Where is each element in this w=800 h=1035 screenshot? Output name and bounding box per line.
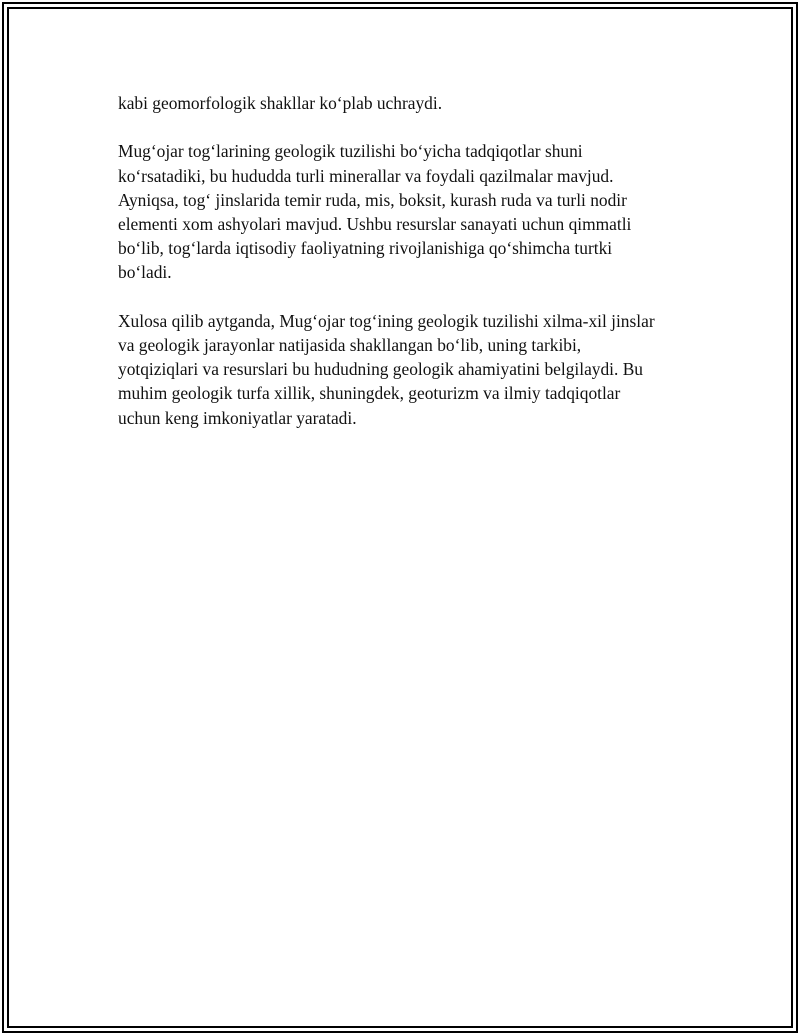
- text-line: va geologik jarayonlar natijasida shakllangan bo‘lib, uning tarkibi,: [118, 335, 582, 355]
- paragraph-2: [118, 139, 698, 284]
- text-line: ko‘rsatadiki, bu hududda turli minerallar va foydali qazilmalar mavjud.: [118, 165, 614, 186]
- document-body: [118, 91, 698, 454]
- text-line: Xulosa qilib aytganda, Mug‘ojar tog‘ining geologik tuzilishi xilma-xil jinslar: [118, 310, 655, 331]
- text-line: bo‘ladi.: [118, 262, 172, 283]
- text-line: bo‘lib, tog‘larda iqtisodiy faoliyatning rivojlanishiga qo‘shimcha turtki: [118, 238, 613, 259]
- text-line: kabi geomorfologik shakllar ko‘plab uchraydi.: [118, 93, 443, 113]
- text-line: Ayniqsa, tog‘ jinslarida temir ruda, mis, boksit, kurash ruda va turli nodir: [118, 189, 627, 210]
- text-line: uchun keng imkoniyatlar yaratadi.: [118, 407, 357, 428]
- text-line: Mug‘ojar tog‘larining geologik tuzilishi bo‘yicha tadqiqotlar shuni: [118, 141, 583, 162]
- paragraph-1: [118, 91, 698, 115]
- text-line: yotqiziqlari va resurslari bu hududning geologik ahamiyatini belgilaydi. Bu: [118, 359, 643, 380]
- text-line: elementi xom ashyolari mavjud. Ushbu resurslar sanayati uchun qimmatli: [118, 214, 632, 234]
- paragraph-3: [118, 309, 698, 430]
- text-line: muhim geologik turfa xillik, shuningdek, geoturizm va ilmiy tadqiqotlar: [118, 383, 621, 404]
